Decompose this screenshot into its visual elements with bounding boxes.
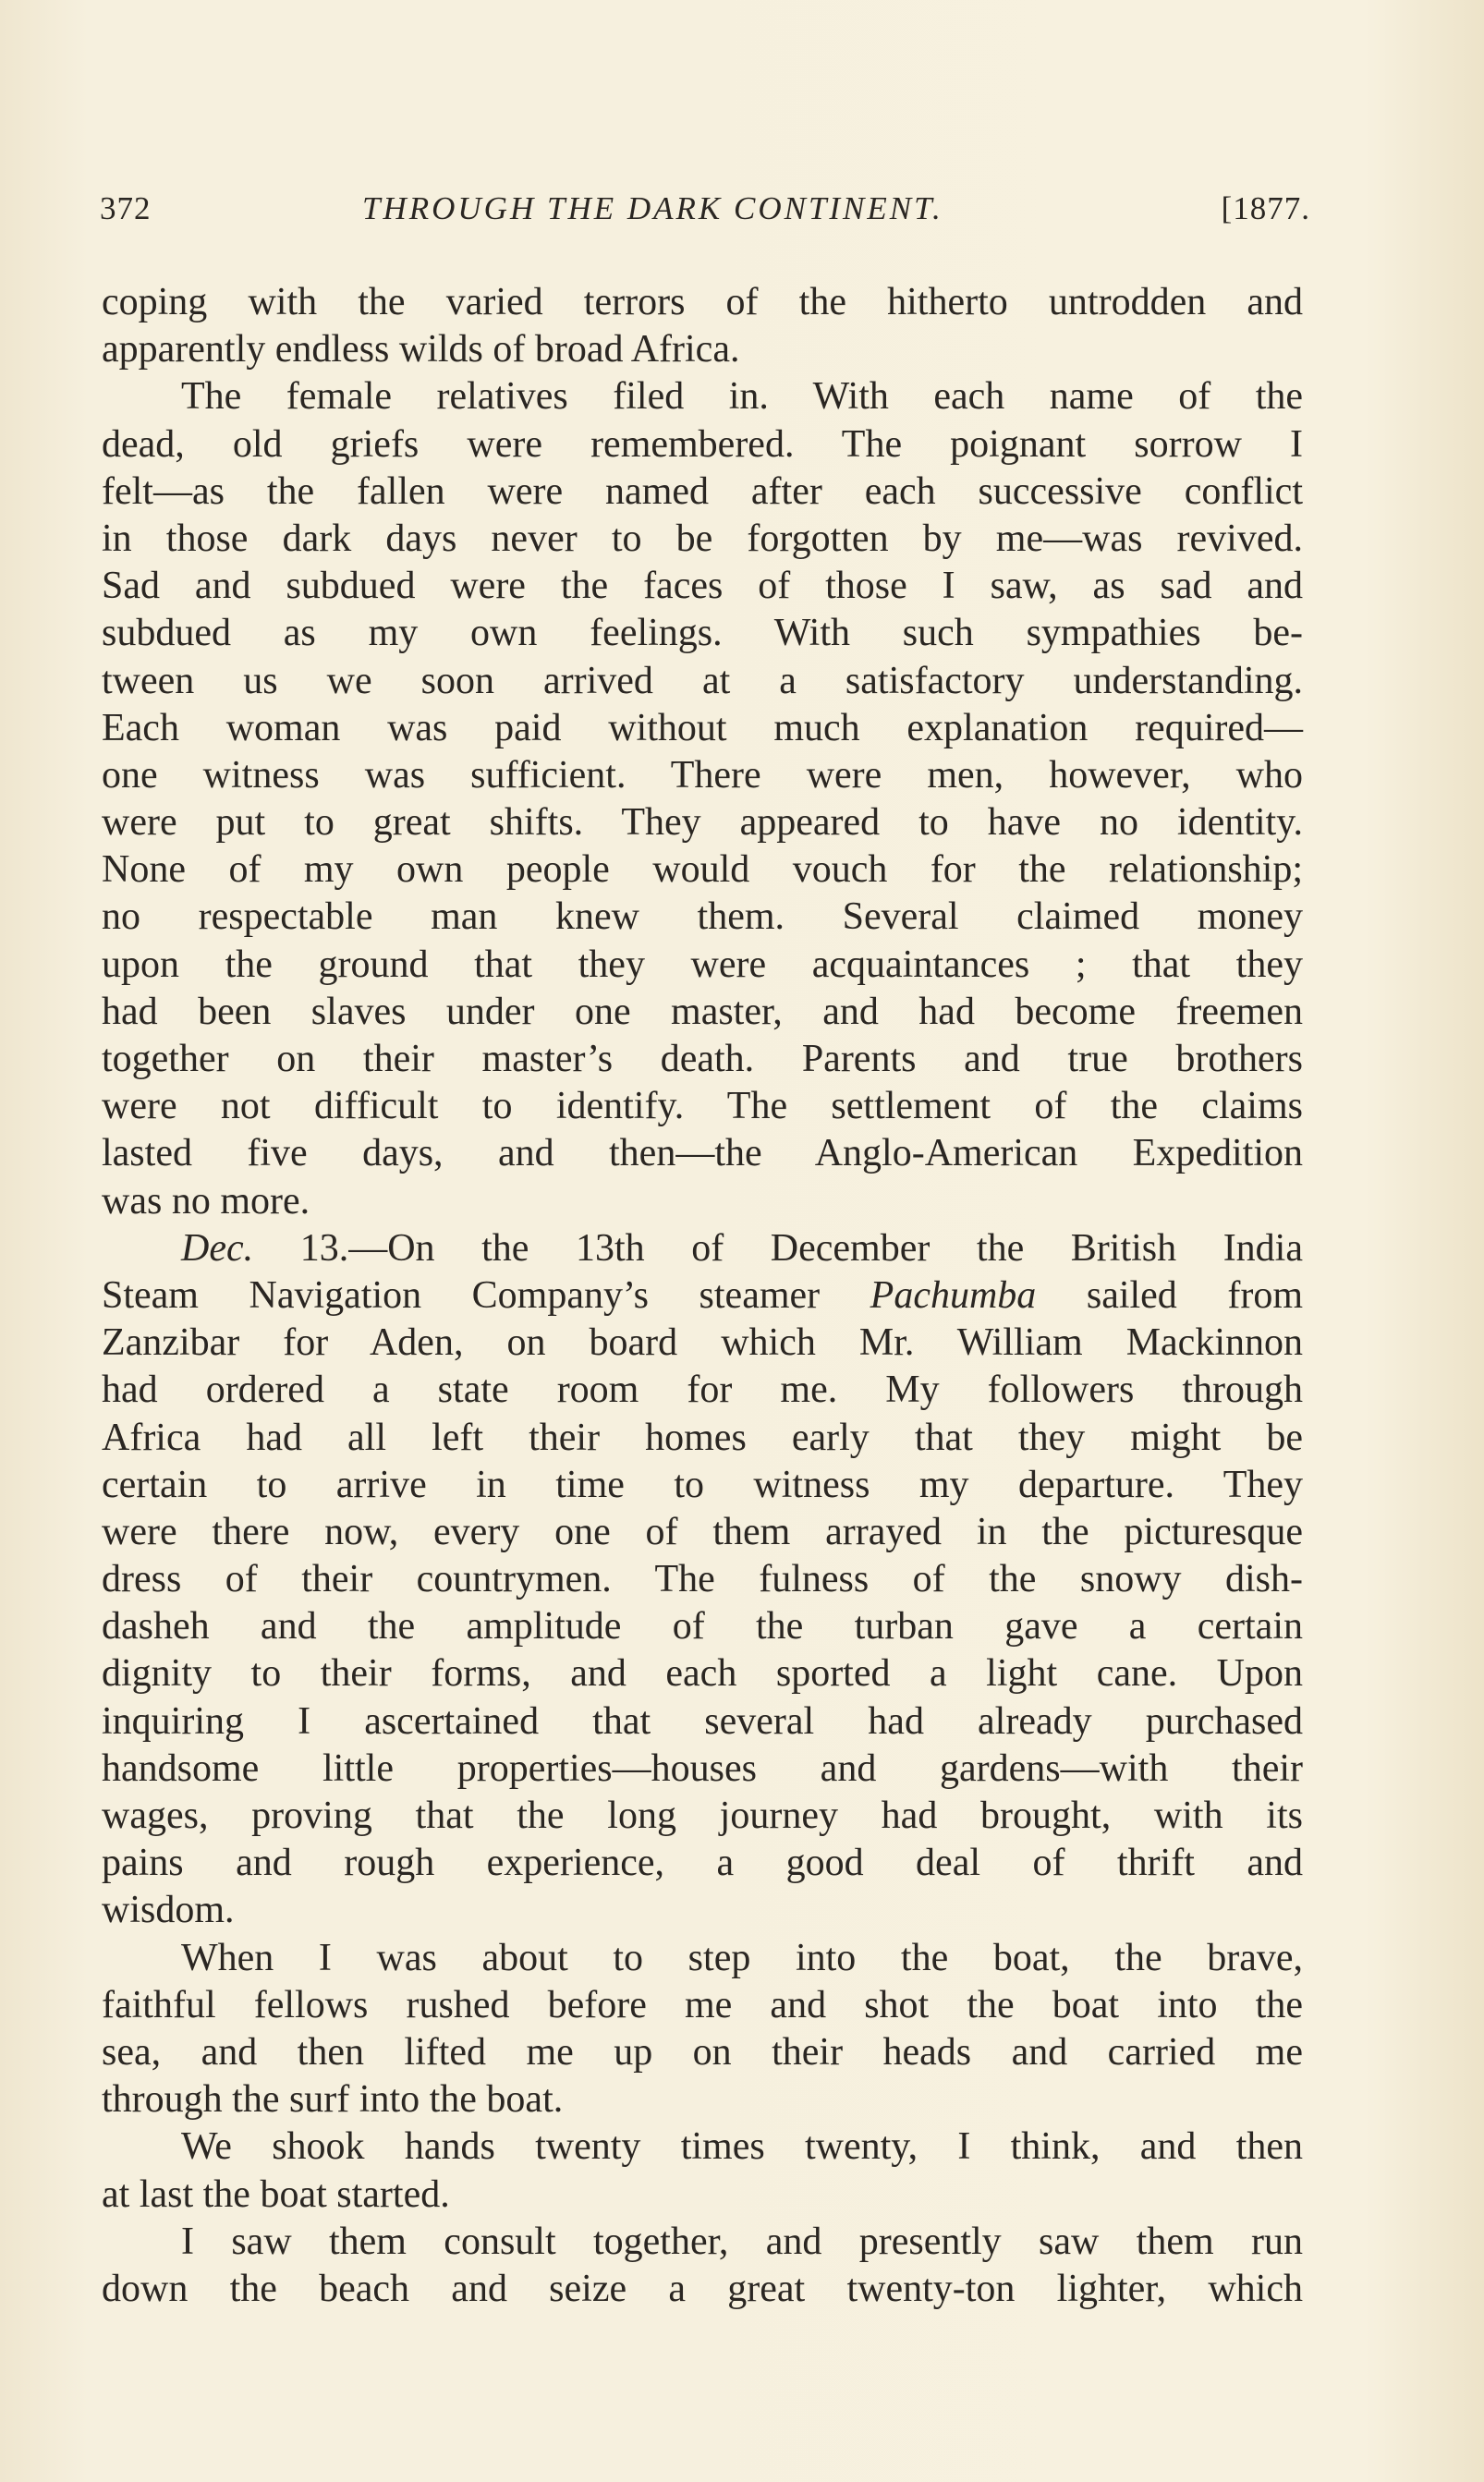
text-run: Steam Navigation Company’s steamer <box>102 1273 870 1317</box>
running-head <box>100 190 1310 235</box>
text-run: sailed from <box>1036 1273 1303 1317</box>
text-line: None of my own people would vouch for the relationship; <box>102 848 1303 892</box>
text-line: upon the ground that they were acquaintances ; that they <box>102 943 1303 986</box>
text-line: were not difficult to identify. The settlement of the claims <box>102 1085 1303 1128</box>
text-line: I saw them consult together, and presently saw them run <box>181 2220 1303 2263</box>
text-line: Africa had all left their homes early that they might be <box>102 1416 1303 1459</box>
year-marker: [1877. <box>1221 190 1310 226</box>
date-marker: Dec. <box>181 1226 254 1270</box>
text-line: sea, and then lifted me up on their heads and carried me <box>102 2030 1303 2074</box>
text-line: wisdom. <box>102 1889 235 1932</box>
text-line: one witness was sufficient. There were men, however, who <box>102 753 1303 797</box>
text-line: in those dark days never to be forgotten by me—was revived. <box>102 517 1303 560</box>
text-run: 13.—On the 13th of December the British India <box>253 1226 1303 1270</box>
text-line: at last the boat started. <box>102 2172 450 2216</box>
text-line: Zanzibar for Aden, on board which Mr. William Mackinnon <box>102 1321 1303 1365</box>
running-title: THROUGH THE DARK CONTINENT. <box>362 190 943 226</box>
page-number: 372 <box>100 190 152 226</box>
text-line: subdued as my own feelings. With such sympathies be- <box>102 612 1303 655</box>
text-line: coping with the varied terrors of the hitherto untrodden and <box>102 281 1303 323</box>
text-line: When I was about to step into the boat, the brave, <box>181 1936 1303 1979</box>
text-line: inquiring I ascertained that several had already purchased <box>102 1699 1303 1743</box>
text-line: Sad and subdued were the faces of those I saw, as sad and <box>102 565 1303 608</box>
text-line: Each woman was paid without much explanation required— <box>102 706 1303 749</box>
text-line: The female relatives filed in. With each name of the <box>181 375 1303 419</box>
text-line: had been slaves under one master, and had become freemen <box>102 990 1303 1033</box>
text-line: lasted five days, and then—the Anglo-American Expedition <box>102 1132 1303 1175</box>
text-line: certain to arrive in time to witness my departure. They <box>102 1463 1303 1506</box>
text-line: pains and rough experience, a good deal of thrift and <box>102 1842 1303 1885</box>
text-line <box>102 1272 1303 1320</box>
text-line <box>102 1225 1303 1272</box>
text-line: felt—as the fallen were named after each successive conflict <box>102 469 1303 513</box>
text-line: no respectable man knew them. Several claimed money <box>102 895 1303 939</box>
text-line: were there now, every one of them arrayed in the picturesque <box>102 1510 1303 1553</box>
text-line: was no more. <box>102 1179 310 1223</box>
text-line: faithful fellows rushed before me and shot the boat into the <box>102 1983 1303 2026</box>
text-line: through the surf into the boat. <box>102 2078 564 2122</box>
text-line: tween us we soon arrived at a satisfactory understanding. <box>102 659 1303 702</box>
text-line: We shook hands twenty times twenty, I think, and then <box>181 2125 1303 2169</box>
text-line: down the beach and seize a great twenty-ton lighter, which <box>102 2267 1303 2310</box>
text-line: dress of their countrymen. The fulness of the snowy dish- <box>102 1558 1303 1601</box>
text-line: handsome little properties—houses and gardens—with their <box>102 1746 1303 1790</box>
text-line: dead, old griefs were remembered. The poignant sorrow I <box>102 422 1303 466</box>
text-line: had ordered a state room for me. My followers through <box>102 1369 1303 1412</box>
text-line: wages, proving that the long journey had brought, with its <box>102 1795 1303 1837</box>
text-line: together on their master’s death. Parents and true brothers <box>102 1038 1303 1080</box>
text-line: dasheh and the amplitude of the turban gave a certain <box>102 1605 1303 1649</box>
text-line: apparently endless wilds of broad Africa. <box>102 328 740 371</box>
body-text <box>102 279 1303 2313</box>
ship-name: Pachumba <box>870 1273 1037 1317</box>
text-line: dignity to their forms, and each sported a light cane. Upon <box>102 1652 1303 1696</box>
text-line: were put to great shifts. They appeared to have no identity. <box>102 801 1303 845</box>
